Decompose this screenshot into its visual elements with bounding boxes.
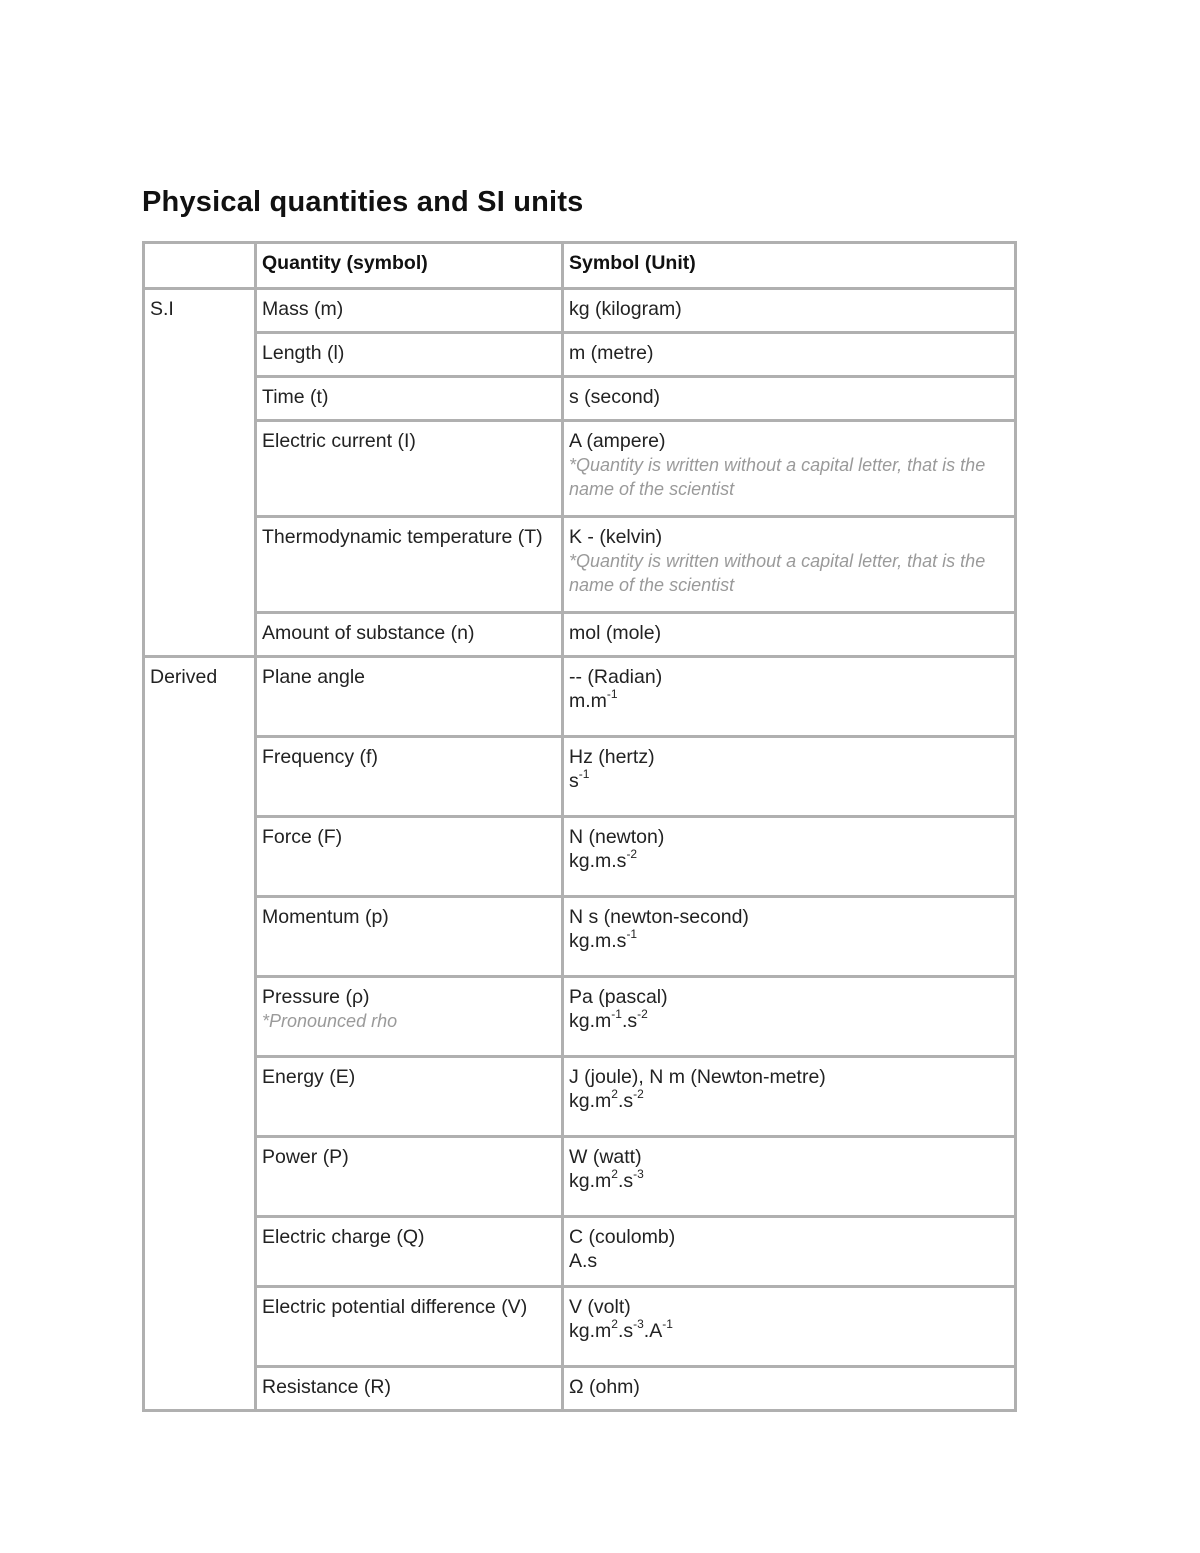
quantity-cell [256,977,563,1057]
unit-cell [563,1217,1016,1287]
base-units: $kg.m.s^{-2}$ [569,846,638,872]
unit-cell: s (second) [563,377,1016,421]
unit-cell [563,817,1016,897]
unit-name: C (coulomb) [569,1226,676,1248]
base-units: $kg.m^2.s^{-3}$ [569,1166,644,1192]
page-title: Physical quantities and SI units [142,186,584,218]
unit-cell: m (metre) [563,333,1016,377]
table-row [144,289,1016,333]
exponent: -2 [637,1006,648,1021]
exponent: 2 [611,1166,618,1181]
quantity-cell: Power (P) [256,1137,563,1217]
quantity-cell: Length (l) [256,333,563,377]
table-row [144,333,1016,377]
unit-cell [563,657,1016,737]
quantity-cell: Thermodynamic temperature (T) [256,517,563,613]
unit-note: *Quantity is written without a capital letter, that is the name of the scientist [569,551,986,595]
table-row [144,517,1016,613]
quantity-note: *Pronounced rho [262,1011,398,1031]
unit-cell: kg (kilogram) [563,289,1016,333]
unit-cell [563,1057,1016,1137]
exponent: -1 [606,686,618,701]
unit-cell [563,1137,1016,1217]
table-row [144,1057,1016,1137]
unit-name: Pa (pascal) [569,986,668,1008]
exponent: -3 [633,1166,644,1181]
base-units: $s^{-1}$ [569,766,590,792]
exponent: -3 [633,1316,644,1331]
quantity-name: Pressure (ρ) [262,986,370,1008]
exponent: 2 [611,1316,618,1331]
header-cell-group [144,243,256,289]
exponent: -2 [633,1086,644,1101]
exponent: -1 [662,1316,673,1331]
quantity-cell: Mass (m) [256,289,563,333]
quantity-cell: Time (t) [256,377,563,421]
exponent: -1 [578,766,590,781]
unit-cell: Ω (ohm) [563,1367,1016,1411]
header-cell-unit: Symbol (Unit) [563,243,1016,289]
base-units: $kg.m^{-1}.s^{-2}$ [569,1006,648,1032]
unit-cell [563,517,1016,613]
table-row [144,737,1016,817]
base-units: $kg.m^2.s^{-3}.A^{-1}$ [569,1316,673,1342]
table-header-row [144,243,1016,289]
quantity-cell: Electric charge (Q) [256,1217,563,1287]
unit-name: V (volt) [569,1296,631,1318]
quantity-cell: Momentum (p) [256,897,563,977]
table-row [144,817,1016,897]
group-label-si: S.I [144,289,256,657]
exponent: -2 [626,846,638,861]
unit-name: A (ampere) [569,430,666,452]
exponent: -1 [611,1006,622,1021]
quantity-cell: Frequency (f) [256,737,563,817]
unit-name: Hz (hertz) [569,746,655,768]
unit-cell [563,897,1016,977]
group-label-derived: Derived [144,657,256,1411]
base-units: $m.m^{-1}$ [569,686,618,712]
table-row [144,657,1016,737]
table-row [144,897,1016,977]
table-row [144,1217,1016,1287]
table-row [144,421,1016,517]
table-row [144,977,1016,1057]
table-row [144,1137,1016,1217]
unit-note: *Quantity is written without a capital letter, that is the name of the scientist [569,455,986,499]
table-row [144,377,1016,421]
unit-name: N s (newton-second) [569,906,749,928]
si-units-table [142,241,1017,1412]
table-row [144,1287,1016,1367]
exponent: 2 [611,1086,618,1101]
unit-cell [563,737,1016,817]
quantity-cell: Plane angle [256,657,563,737]
base-units: A.s [569,1250,598,1272]
quantity-cell: Electric current (I) [256,421,563,517]
unit-name: W (watt) [569,1146,642,1168]
base-units: $kg.m.s^{-1}$ [569,926,638,952]
unit-cell [563,977,1016,1057]
quantity-cell: Energy (E) [256,1057,563,1137]
quantity-cell: Electric potential difference (V) [256,1287,563,1367]
base-units: $kg.m^2.s^{-2}$ [569,1086,644,1112]
unit-cell [563,1287,1016,1367]
table-row [144,613,1016,657]
unit-name: N (newton) [569,826,665,848]
unit-name: K - (kelvin) [569,526,663,548]
header-cell-quantity: Quantity (symbol) [256,243,563,289]
exponent: -1 [626,926,638,941]
unit-cell [563,421,1016,517]
quantity-cell: Force (F) [256,817,563,897]
unit-name: -- (Radian) [569,666,663,688]
table-row [144,1367,1016,1411]
quantity-cell: Resistance (R) [256,1367,563,1411]
unit-cell: mol (mole) [563,613,1016,657]
unit-name: J (joule), N m (Newton-metre) [569,1066,826,1088]
quantity-cell: Amount of substance (n) [256,613,563,657]
